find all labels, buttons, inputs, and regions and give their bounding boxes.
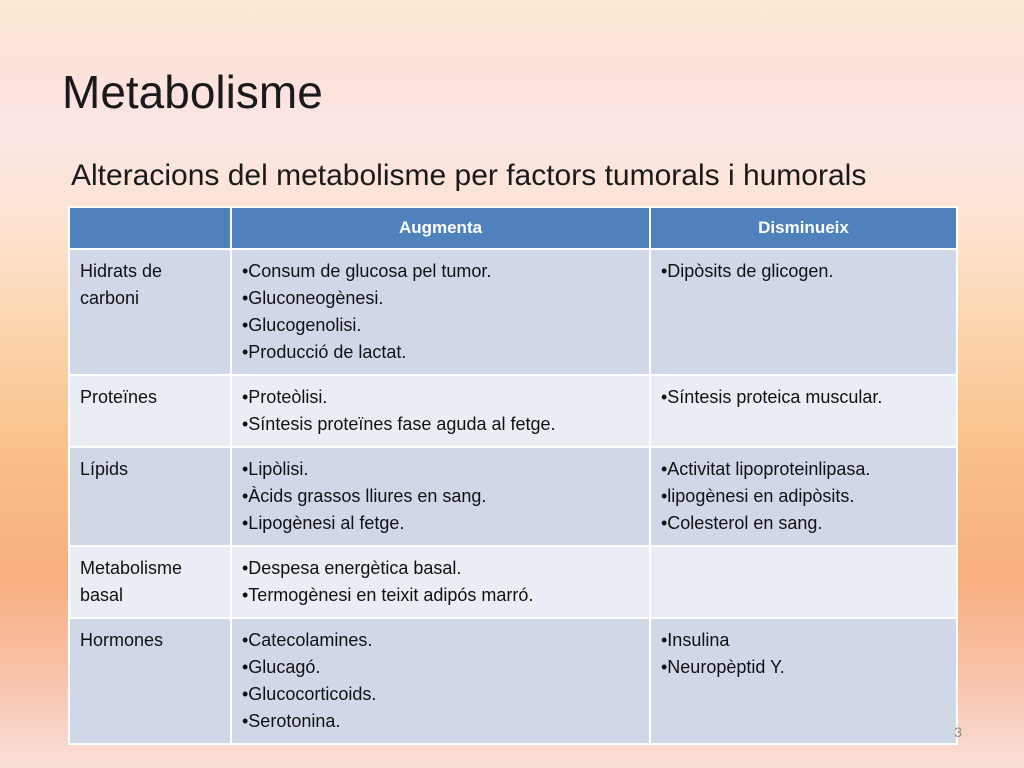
augmenta-cell [231,546,650,618]
disminueix-cell [650,447,957,546]
augmenta-cell [231,249,650,375]
augmenta-item: •Lipòlisi. [242,459,309,479]
augmenta-cell [231,618,650,744]
disminueix-item: •Colesterol en sang. [661,513,823,533]
row-label: Proteïnes [69,375,231,447]
augmenta-item: •Glucocorticoids. [242,684,377,704]
augmenta-item: •Glucogenolisi. [242,315,362,335]
augmenta-item: •Consum de glucosa pel tumor. [242,261,492,281]
disminueix-cell [650,249,957,375]
disminueix-item: •Síntesis proteica muscular. [661,387,883,407]
table-row [69,375,957,447]
table-row [69,546,957,618]
disminueix-item: •lipogènesi en adipòsits. [661,486,855,506]
augmenta-item: •Síntesis proteïnes fase aguda al fetge. [242,414,556,434]
augmenta-item: •Lipogènesi al fetge. [242,513,405,533]
row-label: Hormones [69,618,231,744]
header-empty-cell [69,207,231,249]
disminueix-cell [650,618,957,744]
slide-subtitle: Alteracions del metabolisme per factors tumorals i humorals [71,159,867,192]
augmenta-item: •Proteòlisi. [242,387,328,407]
header-augmenta: Augmenta [231,207,650,249]
disminueix-cell [650,546,957,618]
augmenta-item: •Catecolamines. [242,630,373,650]
header-disminueix: Disminueix [650,207,957,249]
disminueix-item: •Insulina [661,630,730,650]
disminueix-item: •Neuropèptid Y. [661,657,785,677]
table-body [69,249,957,744]
augmenta-cell [231,375,650,447]
disminueix-item: •Activitat lipoproteinlipasa. [661,459,871,479]
augmenta-item: •Gluconeogènesi. [242,288,384,308]
table-row [69,249,957,375]
augmenta-item: •Producció de lactat. [242,342,407,362]
augmenta-item: •Termogènesi en teixit adipós marró. [242,585,534,605]
page-number: 3 [954,724,962,740]
metabolism-table [68,206,958,745]
augmenta-item: •Àcids grassos lliures en sang. [242,486,487,506]
table-row [69,447,957,546]
row-label: Metabolisme basal [69,546,231,618]
augmenta-cell [231,447,650,546]
row-label: Hidrats de carboni [69,249,231,375]
slide-title: Metabolisme [62,66,323,118]
table-row [69,618,957,744]
augmenta-item: •Despesa energètica basal. [242,558,462,578]
augmenta-item: •Glucagó. [242,657,321,677]
augmenta-item: •Serotonina. [242,711,341,731]
row-label: Lípids [69,447,231,546]
table-header-row [69,207,957,249]
disminueix-item: •Dipòsits de glicogen. [661,261,834,281]
disminueix-cell [650,375,957,447]
